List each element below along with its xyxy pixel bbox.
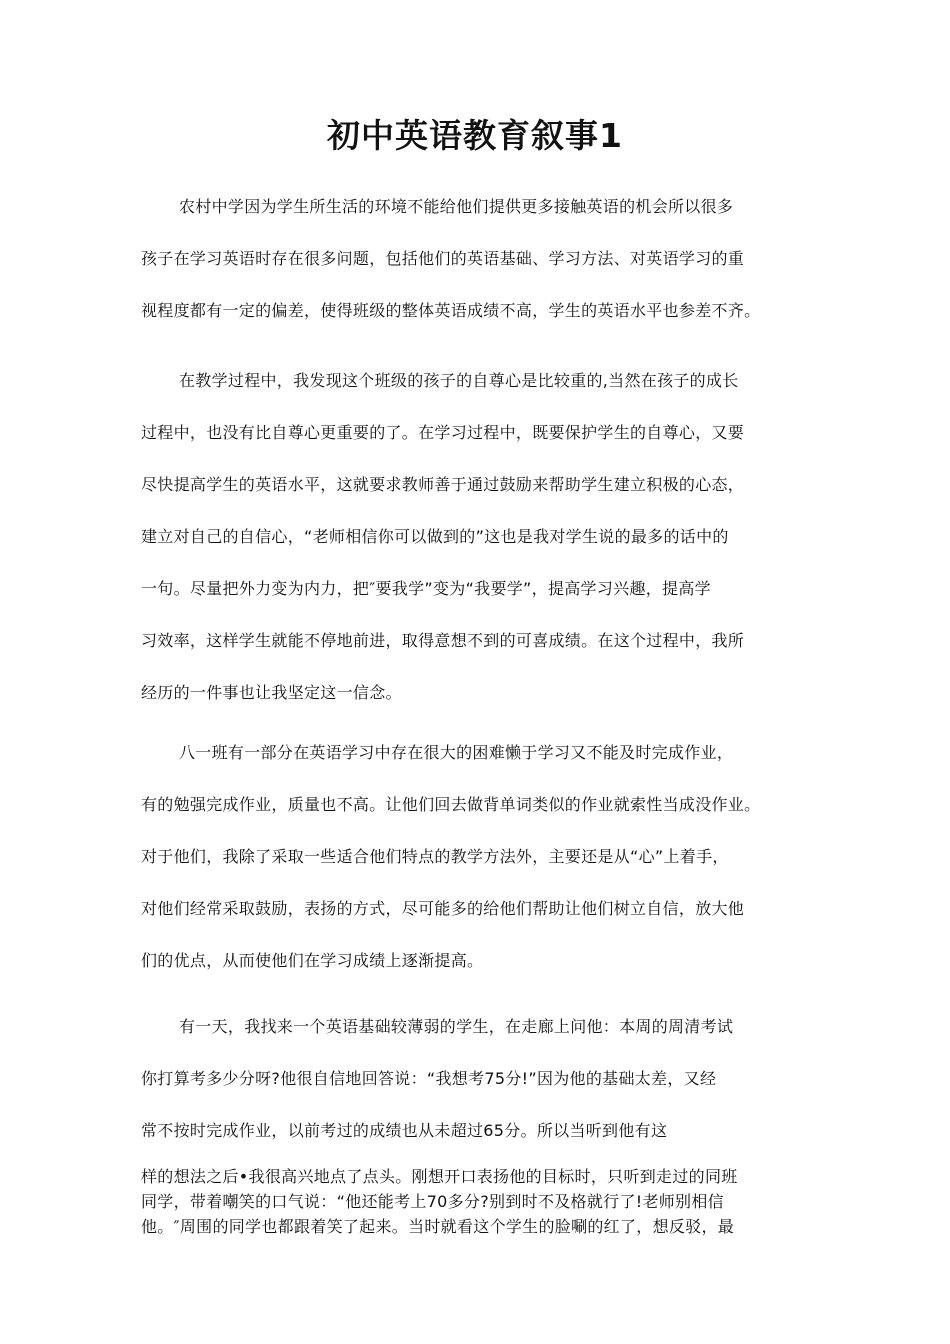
paragraph-line: 对他们经常采取鼓励，表扬的方式，尽可能多的给他们帮助让他们树立自信，放大他 [141,899,745,918]
paragraph-line: 农村中学因为学生所生活的环境不能给他们提供更多接触英语的机会所以很多 [179,197,734,216]
paragraph-line: 八一班有一部分在英语学习中存在很大的困难懒于学习又不能及时完成作业， [179,743,734,762]
paragraph-line: 孩子在学习英语时存在很多问题，包括他们的英语基础、学习方法、对英语学习的重 [141,249,745,268]
paragraph-line: 在教学过程中，我发现这个班级的孩子的自尊心是比较重的,当然在孩子的成长 [179,371,739,390]
paragraph-4 [141,1016,831,1172]
paragraph-line: 有的勉强完成作业，质量也不高。让他们回去做背单词类似的作业就索性当成没作业。 [141,795,761,814]
paragraph-line: 视程度都有一定的偏差，使得班级的整体英语成绩不高，学生的英语水平也参差不齐。 [141,301,761,320]
paragraph-line: 习效率，这样学生就能不停地前进，取得意想不到的可喜成绩。在这个过程中，我所 [141,631,745,650]
paragraph-line: 样的想法之后•我很高兴地点了点头。刚想开口表扬他的目标时，只听到走过的同班 [141,1167,738,1186]
paragraph-line: 一句。尽量把外力变为内力，把″要我学”变为“我要学”，提高学习兴趣，提高学 [141,579,711,598]
paragraph-line: 们的优点，从而使他们在学习成绩上逐渐提高。 [141,951,484,970]
paragraph-line: 建立对自己的自信心，“老师相信你可以做到的”这也是我对学生说的最多的话中的 [141,527,729,546]
paragraph-line: 常不按时完成作业，以前考过的成绩也从未超过65分。所以当听到他有这 [141,1121,668,1140]
paragraph-line: 对于他们，我除了采取一些适合他们特点的教学方法外，主要还是从“心”上着手， [141,847,729,866]
paragraph-line: 尽快提高学生的英语水平，这就要求教师善于通过鼓励来帮助学生建立积极的心态， [141,475,745,494]
paragraph-line: 经历的一件事也让我坚定这一信念。 [141,683,402,702]
paragraph-1 [141,196,831,352]
document-title: 初中英语教育叙事1 [327,116,623,155]
paragraph-line: 同学，带着嘲笑的口气说：“他还能考上70多分?别到时不及格就行了!老师别相信 [141,1192,724,1211]
paragraph-3 [141,742,831,1002]
paragraph-5 [141,1166,831,1241]
paragraph-line: 过程中，也没有比自尊心更重要的了。在学习过程中，既要保护学生的自尊心，又要 [141,423,745,442]
paragraph-line: 你打算考多少分呀?他很自信地回答说：“我想考75分!”因为他的基础太差，又经 [141,1069,717,1088]
paragraph-line: 有一天，我找来一个英语基础较薄弱的学生，在走廊上问他：本周的周清考试 [179,1017,734,1036]
paragraph-2 [141,370,831,734]
paragraph-line: 他。″周围的同学也都跟着笑了起来。当时就看这个学生的脸唰的红了，想反驳，最 [141,1217,735,1236]
